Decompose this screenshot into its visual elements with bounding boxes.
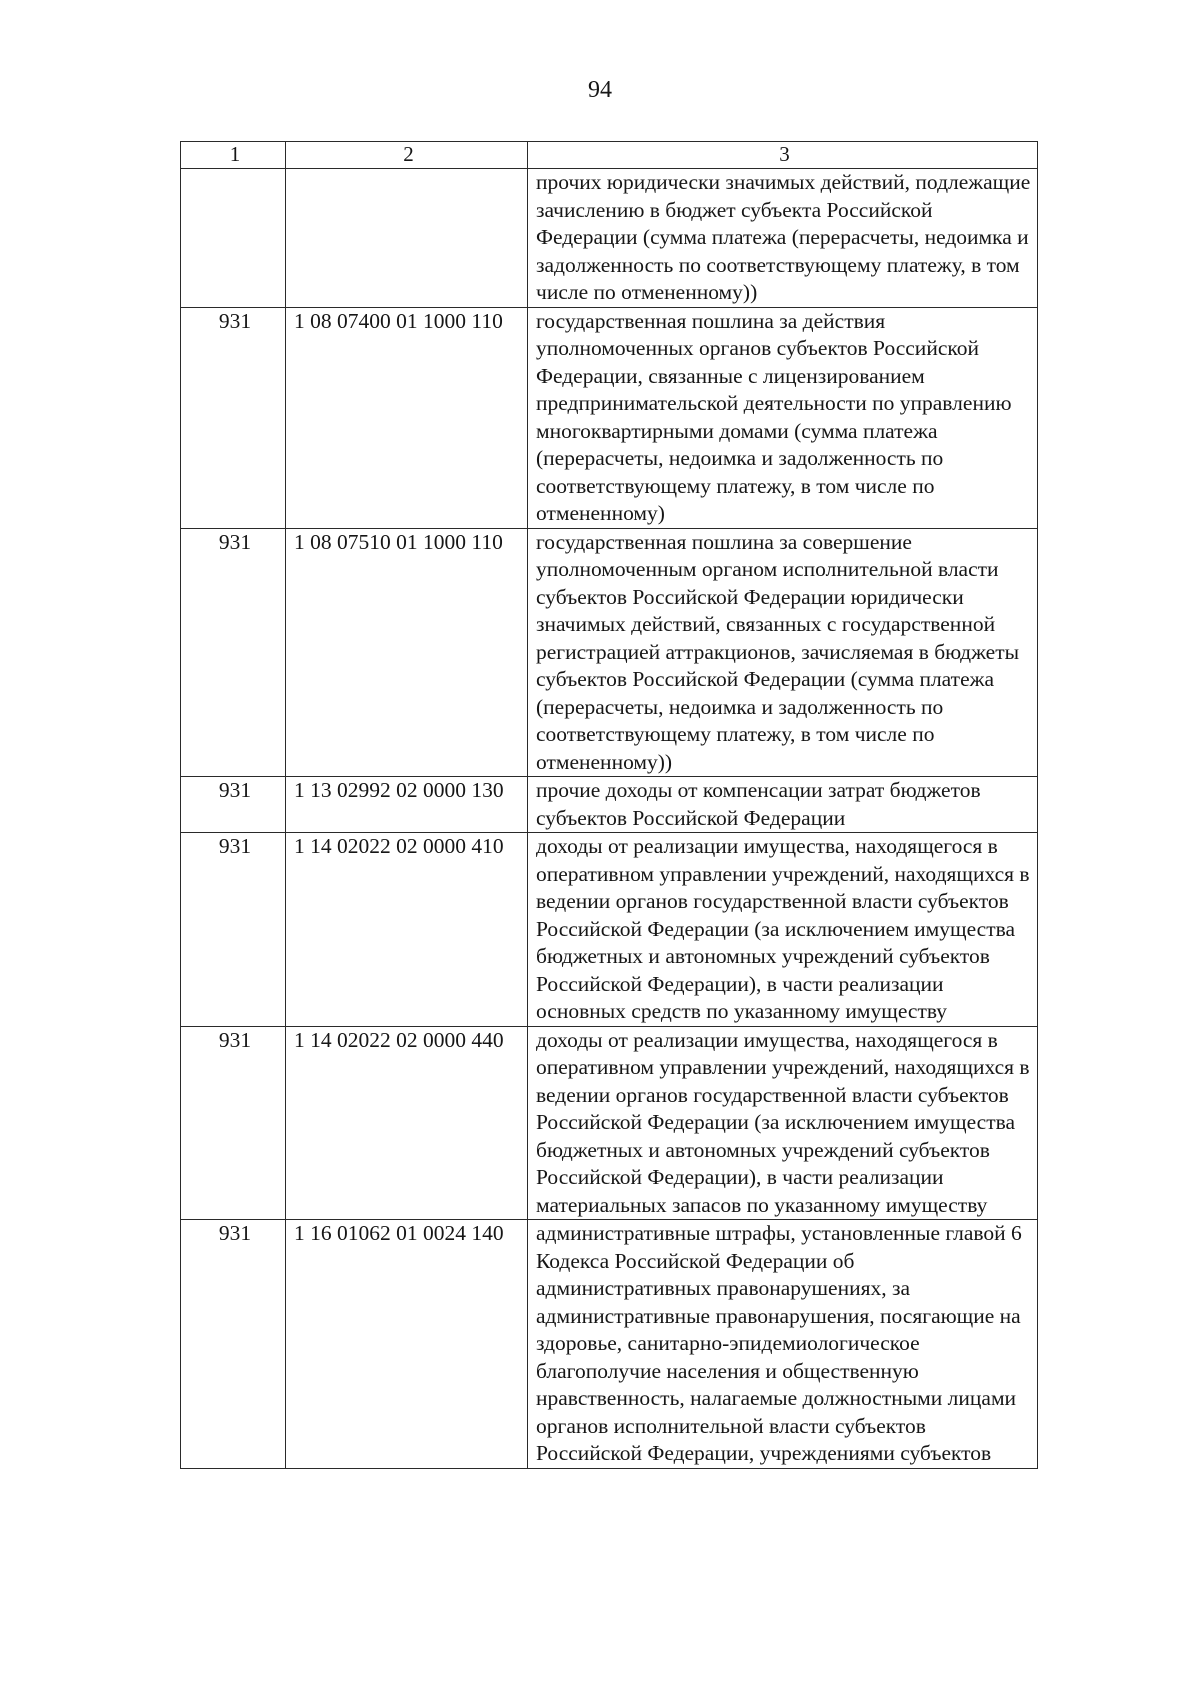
table-row <box>181 1026 1038 1220</box>
admin-code-cell: 931 <box>181 307 286 528</box>
revenue-code-cell: 1 14 02022 02 0000 410 <box>286 833 528 1027</box>
admin-code-cell <box>181 169 286 308</box>
description-cell: государственная пошлина за совершение уполномоченным органом исполнительной власти субъектов Российской Федерации юридически значимых действий, связанных с государственной регистрацией аттракционов, зачисляемая в бюджеты субъектов Российской Федерации (сумма платежа (перерасчеты, недоимка и задолженность по соответствующему платежу, в том числе по отмененному)) <box>528 528 1038 777</box>
table-row <box>181 833 1038 1027</box>
revenue-code-cell <box>286 169 528 308</box>
admin-code-cell: 931 <box>181 528 286 777</box>
description-cell: государственная пошлина за действия уполномоченных органов субъектов Российской Федерации, связанные с лицензированием предпринимательской деятельности по управлению многоквартирными домами (сумма платежа (перерасчеты, недоимка и задолженность по соответствующему платежу, в том числе по отмененному) <box>528 307 1038 528</box>
admin-code-cell: 931 <box>181 1220 286 1469</box>
revenue-code-cell: 1 13 02992 02 0000 130 <box>286 777 528 833</box>
description-cell: прочих юридически значимых действий, подлежащие зачислению в бюджет субъекта Российской Федерации (сумма платежа (перерасчеты, недоимка и задолженность по соответствующему платежу, в том числе по отмененному)) <box>528 169 1038 308</box>
description-cell: прочие доходы от компенсации затрат бюджетов субъектов Российской Федерации <box>528 777 1038 833</box>
table-row <box>181 1220 1038 1469</box>
table-row <box>181 528 1038 777</box>
description-cell: доходы от реализации имущества, находящегося в оперативном управлении учреждений, находящихся в ведении органов государственной власти субъектов Российской Федерации (за исключением имущества бюджетных и автономных учреждений субъектов Российской Федерации), в части реализации материальных запасов по указанному имуществу <box>528 1026 1038 1220</box>
revenue-code-cell: 1 08 07510 01 1000 110 <box>286 528 528 777</box>
budget-revenue-table <box>180 141 1038 1469</box>
revenue-code-cell: 1 16 01062 01 0024 140 <box>286 1220 528 1469</box>
table-header-row <box>181 142 1038 169</box>
header-col-1: 1 <box>181 142 286 169</box>
description-cell: доходы от реализации имущества, находящегося в оперативном управлении учреждений, находящихся в ведении органов государственной власти субъектов Российской Федерации (за исключением имущества бюджетных и автономных учреждений субъектов Российской Федерации), в части реализации основных средств по указанному имуществу <box>528 833 1038 1027</box>
table-row <box>181 307 1038 528</box>
revenue-code-cell: 1 14 02022 02 0000 440 <box>286 1026 528 1220</box>
table-row <box>181 777 1038 833</box>
revenue-code-cell: 1 08 07400 01 1000 110 <box>286 307 528 528</box>
table-row <box>181 169 1038 308</box>
page-number: 94 <box>588 77 612 103</box>
description-cell: административные штрафы, установленные главой 6 Кодекса Российской Федерации об административных правонарушениях, за административные правонарушения, посягающие на здоровье, санитарно-эпидемиологическое благополучие населения и общественную нравственность, налагаемые должностными лицами органов исполнительной власти субъектов Российской Федерации, учреждениями субъектов <box>528 1220 1038 1469</box>
admin-code-cell: 931 <box>181 833 286 1027</box>
header-col-2: 2 <box>286 142 528 169</box>
admin-code-cell: 931 <box>181 777 286 833</box>
header-col-3: 3 <box>528 142 1038 169</box>
admin-code-cell: 931 <box>181 1026 286 1220</box>
